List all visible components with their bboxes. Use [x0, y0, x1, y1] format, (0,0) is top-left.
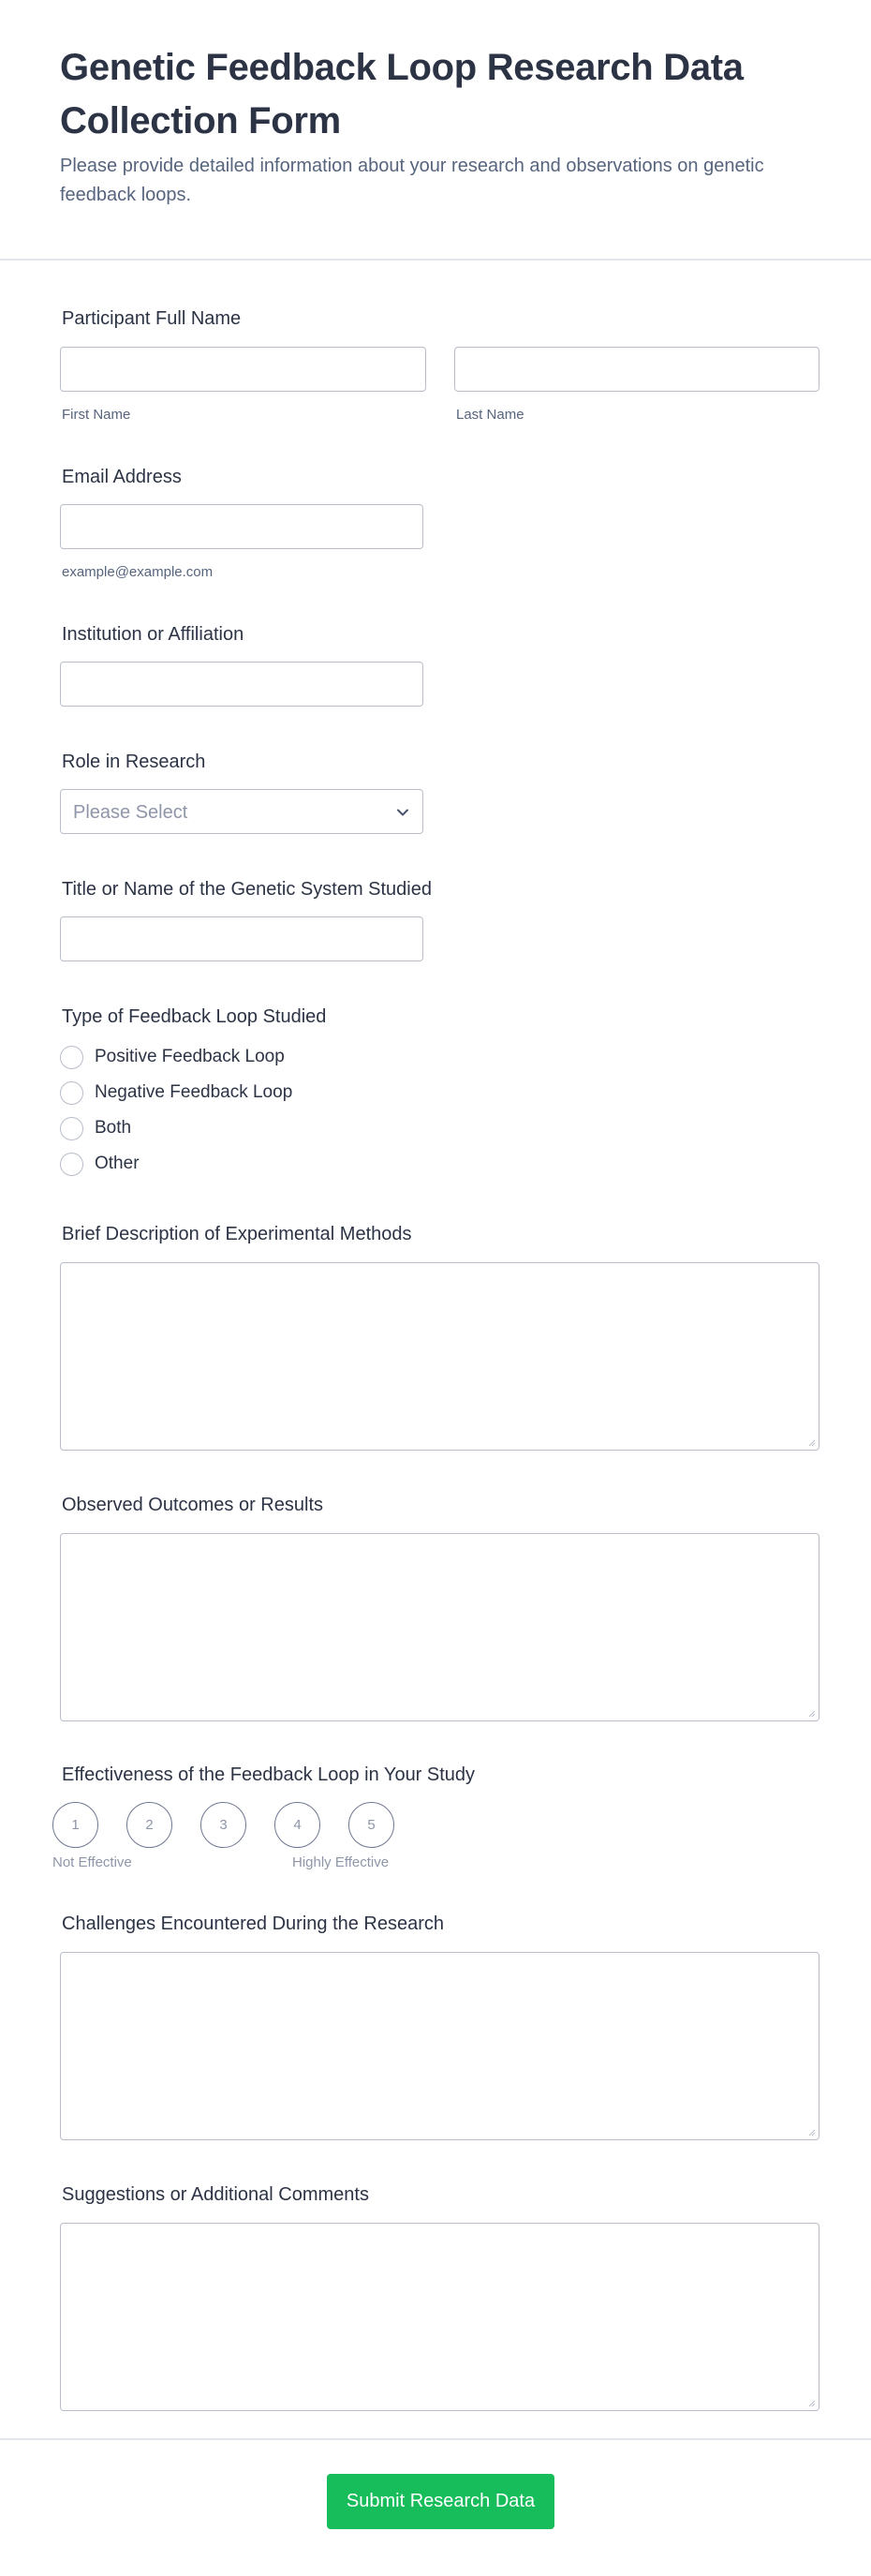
rating-option-3[interactable]: 3 [200, 1802, 246, 1848]
last-name-input[interactable] [454, 347, 819, 392]
outcomes-label: Observed Outcomes or Results [62, 1495, 323, 1515]
radio-button[interactable] [60, 1117, 83, 1140]
comments-label: Suggestions or Additional Comments [62, 2184, 369, 2205]
footer-divider [0, 2438, 871, 2440]
radio-label: Positive Feedback Loop [95, 1047, 285, 1066]
email-label: Email Address [62, 467, 182, 487]
rating-option-4[interactable]: 4 [274, 1802, 320, 1848]
first-name-sublabel: First Name [62, 407, 131, 423]
radio-button[interactable] [60, 1153, 83, 1176]
outcomes-textarea[interactable] [60, 1533, 819, 1721]
form-header [60, 41, 790, 210]
radio-option-both[interactable] [60, 1116, 131, 1140]
effectiveness-label: Effectiveness of the Feedback Loop in Your Study [62, 1764, 476, 1785]
page-subtitle: Please provide detailed information about your research and observations on genetic feedback loops. [60, 156, 764, 205]
challenges-textarea[interactable] [60, 1952, 819, 2140]
email-sublabel: example@example.com [62, 564, 214, 580]
role-label: Role in Research [62, 752, 206, 772]
email-input[interactable] [60, 504, 423, 549]
radio-label: Negative Feedback Loop [95, 1082, 293, 1102]
radio-button[interactable] [60, 1081, 83, 1105]
radio-option-other[interactable] [60, 1152, 140, 1176]
radio-option-negative[interactable] [60, 1080, 292, 1105]
system-title-input[interactable] [60, 916, 423, 961]
rating-max-label: Highly Effective [292, 1854, 390, 1870]
loop-type-label: Type of Feedback Loop Studied [62, 1006, 327, 1027]
radio-label: Other [95, 1154, 140, 1173]
methods-textarea[interactable] [60, 1262, 819, 1451]
resize-handle-icon[interactable] [806, 1708, 816, 1718]
system-title-label: Title or Name of the Genetic System Studied [62, 879, 432, 900]
rating-option-1[interactable]: 1 [52, 1802, 98, 1848]
radio-label: Both [95, 1118, 132, 1138]
submit-button[interactable]: Submit Research Data [327, 2474, 554, 2529]
challenges-label: Challenges Encountered During the Research [62, 1913, 445, 1934]
full-name-label: Participant Full Name [62, 308, 242, 329]
resize-handle-icon[interactable] [806, 2398, 816, 2407]
page-title: Genetic Feedback Loop Research Data Collection Form [60, 47, 744, 141]
last-name-sublabel: Last Name [456, 407, 524, 423]
rating-option-5[interactable]: 5 [348, 1802, 394, 1848]
role-select-value: Please Select [73, 802, 188, 823]
institution-label: Institution or Affiliation [62, 624, 244, 645]
rating-option-2[interactable]: 2 [126, 1802, 172, 1848]
resize-handle-icon[interactable] [806, 1437, 816, 1447]
resize-handle-icon[interactable] [806, 2127, 816, 2137]
radio-option-positive[interactable] [60, 1045, 285, 1069]
header-divider [0, 259, 871, 261]
methods-label: Brief Description of Experimental Methods [62, 1224, 412, 1244]
comments-textarea[interactable] [60, 2223, 819, 2411]
first-name-input[interactable] [60, 347, 426, 392]
role-select[interactable] [60, 789, 423, 834]
rating-min-label: Not Effective [52, 1854, 132, 1870]
institution-input[interactable] [60, 662, 423, 707]
chevron-down-icon [396, 806, 409, 819]
radio-button[interactable] [60, 1046, 83, 1069]
